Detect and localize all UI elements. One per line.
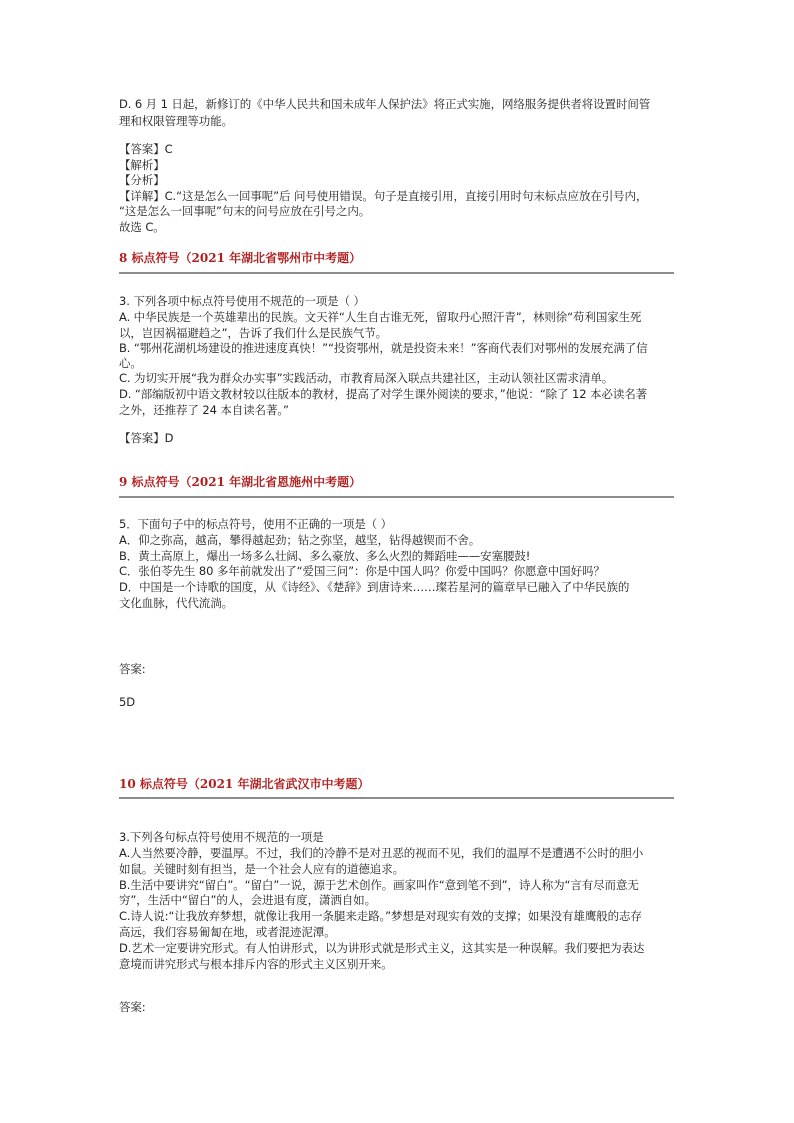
section8-divider (119, 272, 674, 274)
q7-detail-line1: 【详解】C.“这是怎么一回事呢”后 问号使用错误。句子是直接引用，直接引用时句末标点应放在引号内， (119, 189, 648, 203)
section10-option-b-line2: 穷”，生活中“留白”的人，会进退有度，潇洒自如。 (119, 893, 376, 907)
section9-option-a: A．仰之弥高，越高，攀得越起劲；钻之弥坚，越坚，钻得越锲而不舍。 (119, 533, 481, 547)
section9-option-d-line2: 文化血脉，代代流淌。 (119, 596, 233, 610)
section10-option-c-line2: 高远，我们容易匍匐在地，或者混迹泥潭。 (119, 925, 336, 939)
q7-conclusion: 故选 C。 (119, 220, 165, 234)
q7-jiexi: 【解析】 (119, 158, 165, 172)
section9-option-c: C．张伯苓先生 80 多年前就发出了“爱国三问”：你是中国人吗？你爱中国吗？你愿意中国好吗？ (119, 564, 605, 578)
section8-heading: 8 标点符号（2021 年湖北省鄂州市中考题） (119, 251, 362, 265)
section10-option-a-line1: A.人当然要冷静，要温厚。不过，我们的冷静不是对丑恶的视而不见，我们的温厚不是遭遇不公时的胆小 (119, 846, 644, 860)
section10-heading: 10 标点符号（2021 年湖北省武汉市中考题） (119, 777, 370, 791)
section9-divider (119, 496, 674, 498)
section10-question: 3.下列各句标点符号使用不规范的一项是 (119, 830, 324, 844)
section9-option-b: B．黄土高原上，爆出一场多么壮阔、多么豪放、多么火烈的舞蹈哇——安塞腰鼓! (119, 549, 531, 563)
q7-option-d-line1: D. 6 月 1 日起，新修订的《中华人民共和国未成年人保护法》将正式实施，网络服务提供者将设置时间管 (119, 97, 651, 111)
section10-answer-label: 答案: (119, 1000, 146, 1014)
section8-option-b-line2: 心。 (119, 356, 142, 370)
section9-answer-value: 5D (119, 695, 135, 709)
section10-option-d-line1: D.艺术一定要讲究形式。有人怕讲形式，以为讲形式就是形式主义，这其实是一种误解。我们要把为表达 (119, 941, 645, 955)
q7-detail-line2: “这是怎么一回事呢”句末的问号应放在引号之内。 (119, 204, 371, 218)
section8-answer: 【答案】D (119, 431, 174, 445)
section8-option-b-line1: B. “鄂州花湖机场建设的推进速度真快！”“投资鄂州，就是投资未来！”客商代表们对鄂州的发展充满了信 (119, 341, 648, 355)
section8-option-c: C. 为切实开展“我为群众办实事”实践活动，市教育局深入联点共建社区，主动认领社区需求清单。 (119, 371, 614, 385)
q7-fenxi: 【分析】 (119, 173, 165, 187)
section9-answer-label: 答案: (119, 662, 146, 676)
section10-option-a-line2: 如鼠。关键时刻有担当，是一个社会人应有的道德追求。 (119, 862, 404, 876)
section8-option-d-line1: D. “部编版初中语文教材较以往版本的教材，提高了对学生课外阅读的要求，”他说：“除了 12 本必读名著 (119, 387, 648, 401)
q7-answer: 【答案】C (119, 142, 173, 156)
section10-divider (119, 797, 674, 799)
section8-option-a-line2: 以，岂因祸福避趋之”，告诉了我们什么是民族气节。 (119, 326, 388, 340)
section8-option-a-line1: A. 中华民族是一个英雄辈出的民族。文天祥“人生自古谁无死，留取丹心照汗青”，林则徐“苟利国家生死 (119, 310, 642, 324)
section9-option-d-line1: D．中国是一个诗歌的国度，从《诗经》、《楚辞》到唐诗来……璨若星河的篇章早已融入了中华民族的 (119, 580, 630, 594)
q7-option-d-line2: 理和权限管理等功能。 (119, 114, 233, 128)
section9-heading: 9 标点符号（2021 年湖北省恩施州中考题） (119, 475, 362, 489)
section10-option-c-line1: C.诗人说:“让我放弃梦想，就像让我用一条腿来走路。”梦想是对现实有效的支撑；如果没有雄鹰般的志存 (119, 909, 642, 923)
section10-option-b-line1: B.生活中要讲究“留白”。“留白”一说，源于艺术创作。画家叫作“意到笔不到”，诗人称为“言有尽而意无 (119, 878, 639, 892)
section9-question: 5．下面句子中的标点符号，使用不正确的一项是（ ） (119, 517, 392, 531)
section8-question: 3. 下列各项中标点符号使用不规范的一项是（ ） (119, 294, 365, 308)
section8-option-d-line2: 之外，还推荐了 24 本自读名著。” (119, 403, 289, 417)
section10-option-d-line2: 意境而讲究形式与根本排斥内容的形式主义区别开来。 (119, 957, 393, 971)
